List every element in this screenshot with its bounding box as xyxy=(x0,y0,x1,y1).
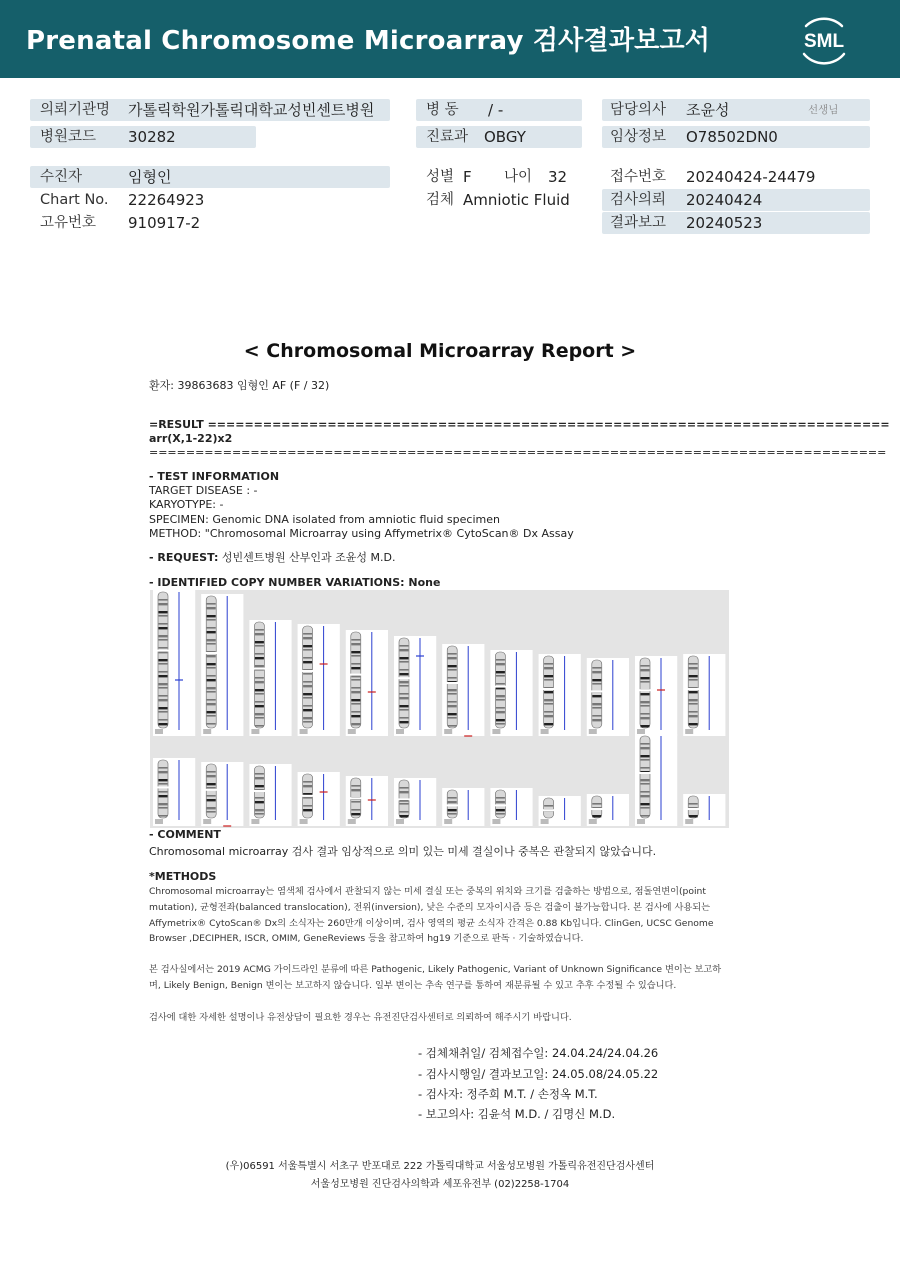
chromosome-Y xyxy=(683,794,725,826)
ward-row xyxy=(416,99,582,121)
chromosome-3 xyxy=(249,620,291,736)
target-disease: TARGET DISEASE : - xyxy=(149,484,258,497)
requesting-institution-row xyxy=(30,99,390,121)
age-label: 나이 xyxy=(504,169,533,185)
footer-contact: 서울성모병원 진단검사의학과 세포유전부 (02)2258-1704 xyxy=(310,1179,570,1190)
cnv-heading: - IDENTIFIED COPY NUMBER VARIATIONS: None xyxy=(149,576,441,589)
sign-test-dates: - 검사시행일/ 결과보고일: 24.05.08/24.05.22 xyxy=(418,1067,659,1081)
sign-testers: - 검사자: 정주희 M.T. / 손정옥 M.T. xyxy=(418,1087,598,1101)
unique-no-label: 고유번호 xyxy=(40,215,97,231)
ward-value: / - xyxy=(488,101,504,119)
clinical-info-label: 임상정보 xyxy=(610,129,667,145)
chromosome-13 xyxy=(153,758,195,826)
karyogram-svg xyxy=(150,590,729,828)
comment-text: Chromosomal microarray 검사 결과 임상적으로 의미 있는 미세 결실이나 중복은 관찰되지 않았습니다. xyxy=(149,845,657,858)
patient-name: 임형인 xyxy=(128,168,172,186)
hospital-code-value: 30282 xyxy=(128,128,176,146)
svg-text:SML: SML xyxy=(803,31,845,52)
specimen-text: SPECIMEN: Genomic DNA isolated from amniotic fluid specimen xyxy=(149,513,500,526)
result-value: arr(X,1-22)x2 xyxy=(149,432,233,445)
request-date-value: 20240424 xyxy=(686,191,763,209)
receipt-no-value: 20240424-24479 xyxy=(686,168,816,186)
report-date-row xyxy=(602,212,870,234)
request-value: 성빈센트병원 산부인과 조윤성 M.D. xyxy=(221,551,396,564)
department-label: 진료과 xyxy=(426,129,469,145)
test-info-heading: - TEST INFORMATION xyxy=(149,470,280,483)
footer-address: (우)06591 서울특별시 서초구 반포대로 222 가톨릭대학교 서울성모병원 가톨릭유전진단검사센터 xyxy=(225,1161,655,1172)
chromosome-16 xyxy=(298,772,340,826)
chromosome-X xyxy=(635,734,677,826)
karyotype: KARYOTYPE: - xyxy=(149,498,224,511)
methods-paragraph-2: 본 검사실에서는 2019 ACMG 가이드라인 분류에 따른 Pathogenic, Likely Pathogenic, Variant of Unknown Significance 변이는 보고하며, Likely Benign, Benign 변이는 보고하지 않습니다. 일부 변이는 추속 연구를 통하여 재분류될 수 있고 추후 수정될 수 있습니다. xyxy=(149,964,722,991)
receipt-no-row xyxy=(602,166,870,188)
comment-heading: - COMMENT xyxy=(149,828,221,841)
methods-heading: *METHODS xyxy=(149,870,217,883)
karyogram-image xyxy=(150,590,729,828)
report-heading: < Chromosomal Microarray Report > xyxy=(243,340,637,362)
clinical-info-value: O78502DN0 xyxy=(686,128,778,146)
chart-no-row xyxy=(30,189,390,211)
chromosome-9 xyxy=(539,654,581,736)
request-date-row xyxy=(602,189,870,211)
doctor-label: 담당의사 xyxy=(610,102,667,118)
sex-value: F xyxy=(463,168,472,186)
sign-reporting-doctors: - 보고의사: 김윤석 M.D. / 김명신 M.D. xyxy=(418,1107,616,1121)
chromosome-4 xyxy=(298,624,340,736)
sml-logo xyxy=(796,12,852,68)
chromosome-19 xyxy=(442,788,484,826)
unique-no-value: 910917-2 xyxy=(128,214,201,232)
chromosome-17 xyxy=(346,776,388,826)
chromosome-12 xyxy=(683,654,725,736)
chromosome-14 xyxy=(201,762,243,826)
result-separator: ================================================================================ xyxy=(149,446,887,459)
specimen-row xyxy=(416,189,596,211)
chromosome-18 xyxy=(394,778,436,826)
chromosome-20 xyxy=(490,788,532,826)
doctor-suffix: 선생님 xyxy=(808,104,839,116)
chromosome-22 xyxy=(587,794,629,826)
methods-paragraph-3: 검사에 대한 자세한 설명이나 유전상담이 필요한 경우는 유전진단검사센터로 의뢰하여 해주시기 바랍니다. xyxy=(149,1012,572,1023)
chromosome-10 xyxy=(587,658,629,736)
methods-paragraph-1: Chromosomal microarray는 염색체 검사에서 관찰되지 않는 미세 결실 또는 중복의 위치와 크기를 검출하는 방법으로, 점돌연변이(point mutation), 균형전좌(balanced translocation), 전위(inversion), 낮은 수준의 모자이시즘 등은 검출이 불가능합니다. 본 검사에 사용되는 Affymetrix® CytoScan® Dx의 소식자는 260만개 이상이며, 검사 영역의 평균 소식자 간격은 0.88 Kb입니다. ClinGen, UCSC Genome Browser ,DECIPHER, ISCR, OMIM, GeneReviews 등을 참고하여 hg19 기준으로 판독 · 기술하였습니다. xyxy=(149,886,714,945)
request-date-label: 검사의뢰 xyxy=(610,192,667,208)
chart-no-label: Chart No. xyxy=(40,192,109,208)
chromosome-8 xyxy=(490,650,532,736)
doctor-row xyxy=(602,99,870,121)
hospital-code-label: 병원코드 xyxy=(40,129,97,145)
requesting-institution-value: 가톨릭학원가톨릭대학교성빈센트병원 xyxy=(128,101,375,119)
request-label: - REQUEST: xyxy=(149,551,219,564)
chromosome-5 xyxy=(346,630,388,736)
department-row xyxy=(416,126,582,148)
chromosome-7 xyxy=(442,644,484,736)
requesting-institution-label: 의뢰기관명 xyxy=(40,102,111,118)
patient-row xyxy=(30,166,390,188)
chromosome-1 xyxy=(153,590,195,736)
chromosome-15 xyxy=(249,764,291,826)
patient-label: 수진자 xyxy=(40,169,83,185)
specimen-label: 검체 xyxy=(426,192,455,208)
report-date-label: 결과보고 xyxy=(610,215,667,231)
specimen-value: Amniotic Fluid xyxy=(463,191,570,209)
receipt-no-label: 접수번호 xyxy=(610,169,667,185)
clinical-info-row xyxy=(602,126,870,148)
method-text: METHOD: "Chromosomal Microarray using Affymetrix® CytoScan® Dx Assay xyxy=(149,527,574,540)
unique-no-row xyxy=(30,212,390,234)
sex-age-row xyxy=(416,166,596,188)
doctor-value: 조윤성 xyxy=(686,101,730,119)
sex-label: 성별 xyxy=(426,169,455,185)
request-line xyxy=(149,551,396,565)
age-value: 32 xyxy=(548,168,568,186)
chromosome-11 xyxy=(635,656,677,736)
chart-no-value: 22264923 xyxy=(128,191,205,209)
chromosome-6 xyxy=(394,636,436,736)
patient-line: 환자: 39863683 임형인 AF (F / 32) xyxy=(149,379,330,392)
report-title: Prenatal Chromosome Microarray 검사결과보고서 xyxy=(26,26,711,56)
hospital-code-row xyxy=(30,126,256,148)
report-date-value: 20240523 xyxy=(686,214,763,232)
chromosome-21 xyxy=(539,796,581,826)
report-header xyxy=(0,0,900,78)
sign-collection-dates: - 검체채취일/ 검체접수일: 24.04.24/24.04.26 xyxy=(418,1046,659,1060)
department-value: OBGY xyxy=(484,128,526,146)
chromosome-2 xyxy=(201,594,243,736)
result-heading: =RESULT ========================================================================== xyxy=(149,418,890,431)
ward-label: 병 동 xyxy=(426,102,459,118)
